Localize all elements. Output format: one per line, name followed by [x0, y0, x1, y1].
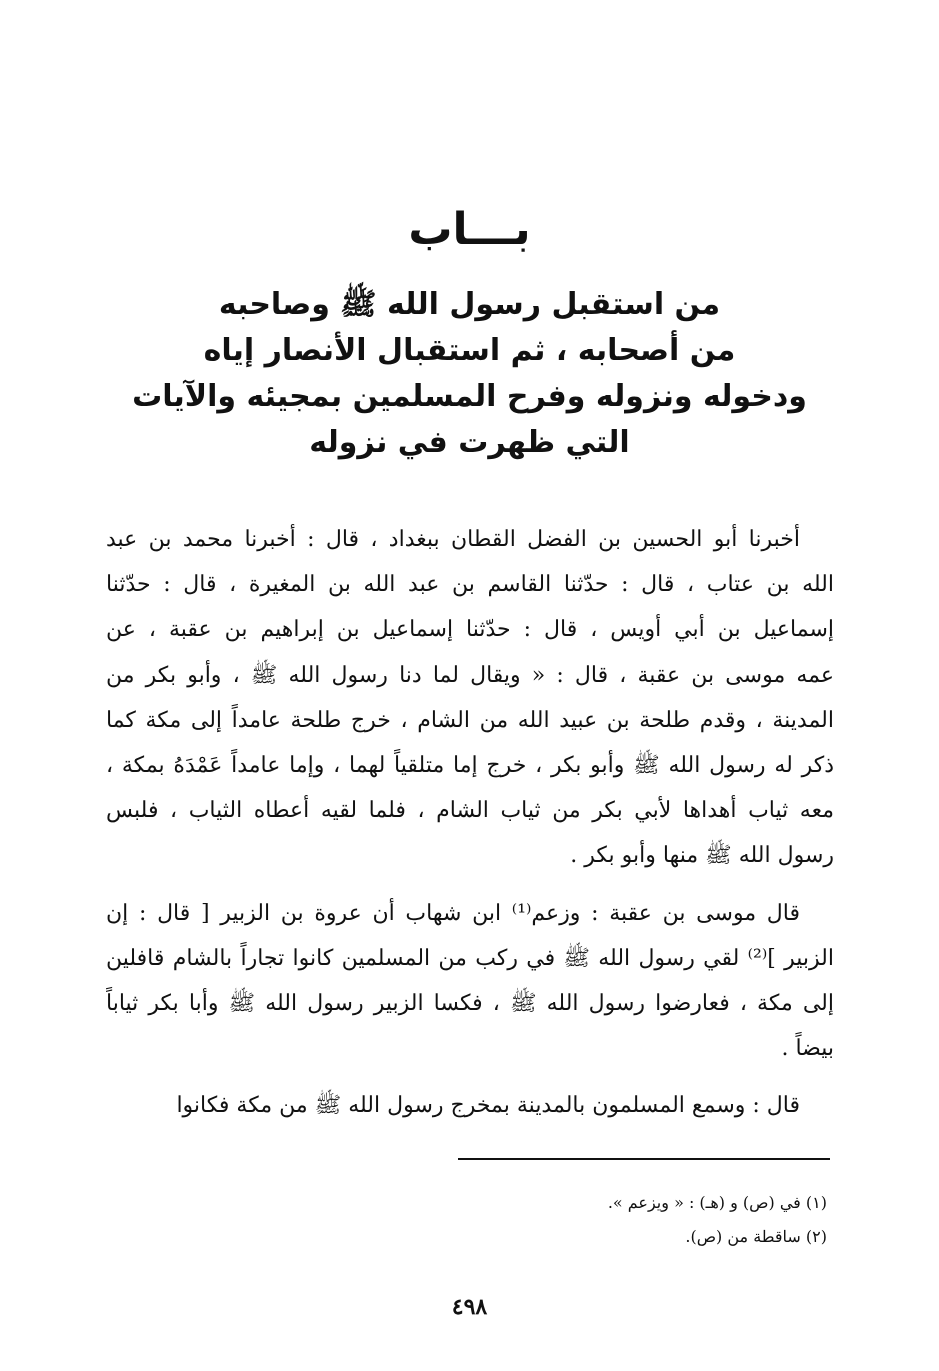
title-line: من استقبل رسول الله ﷺ وصاحبه: [218, 287, 721, 322]
text-line: بيضاً .: [781, 1036, 834, 1062]
main-text: [106, 517, 834, 1128]
page-number: ٤٩٨: [451, 1294, 488, 1320]
text-line: ذكر له رسول الله ﷺ وأبو بكر ، خرج إما متلقياً لهما ، وإما عامداً عَمْدَهُ بمكة ،: [106, 752, 834, 778]
text-line: الله بن عتاب ، قال : حدّثنا القاسم بن عبد الله بن المغيرة ، قال : حدّثنا: [106, 572, 834, 598]
text-line: معه ثياب أهداها لأبي بكر من ثياب الشام ، فلما لقيه أعطاه الثياب ، فلبس: [106, 798, 834, 824]
text-line: قال موسى بن عقبة : وزعم⁽¹⁾ ابن شهاب أن عروة بن الزبير [ قال : إن: [106, 900, 800, 926]
footnote-divider: [458, 1158, 830, 1160]
text-line: إسماعيل بن أبي أويس ، قال : حدّثنا إسماعيل بن إبراهيم بن عقبة ، عن: [106, 617, 834, 643]
footnote: (٢) ساقطة من (ص).: [685, 1227, 827, 1246]
text-line: الزبير ]⁽²⁾ لقي رسول الله ﷺ في ركب من المسلمين كانوا تجاراً بالشام قافلين: [106, 945, 834, 971]
text-line: عمه موسى بن عقبة ، قال : « ويقال لما دنا رسول الله ﷺ ، وأبو بكر من: [106, 662, 834, 688]
text-line: المدينة ، وقدم طلحة بن عبيد الله من الشام ، خرج طلحة عامداً إلى مكة كما: [106, 707, 834, 733]
footnotes: [327, 1186, 827, 1254]
title-line: التي ظهرت في نزوله: [309, 425, 630, 460]
text-line: أخبرنا أبو الحسين بن الفضل القطان ببغداد ، قال : أخبرنا محمد بن عبد: [106, 527, 800, 552]
paragraph: [106, 1083, 834, 1128]
footnote: (١) في (ص) و (هـ) : « ويزعم ».: [607, 1193, 827, 1212]
text-line: إلى مكة ، فعارضوا رسول الله ﷺ ، فكسا الزبير رسول الله ﷺ وأبا بكر ثياباً: [106, 990, 834, 1016]
paragraph: [106, 891, 834, 1072]
text-line: رسول الله ﷺ منها وأبو بكر .: [570, 843, 834, 869]
title-line: من أصحابه ، ثم استقبال الأنصار إياه: [203, 333, 736, 368]
chapter-heading: بـــاب: [408, 204, 531, 255]
paragraph: [106, 517, 834, 879]
text-line: قال : وسمع المسلمون بالمدينة بمخرج رسول الله ﷺ من مكة فكانوا: [176, 1093, 800, 1119]
title-line: ودخوله ونزوله وفرح المسلمين بمجيئه والآيات: [132, 379, 807, 414]
chapter-title: [120, 282, 819, 466]
